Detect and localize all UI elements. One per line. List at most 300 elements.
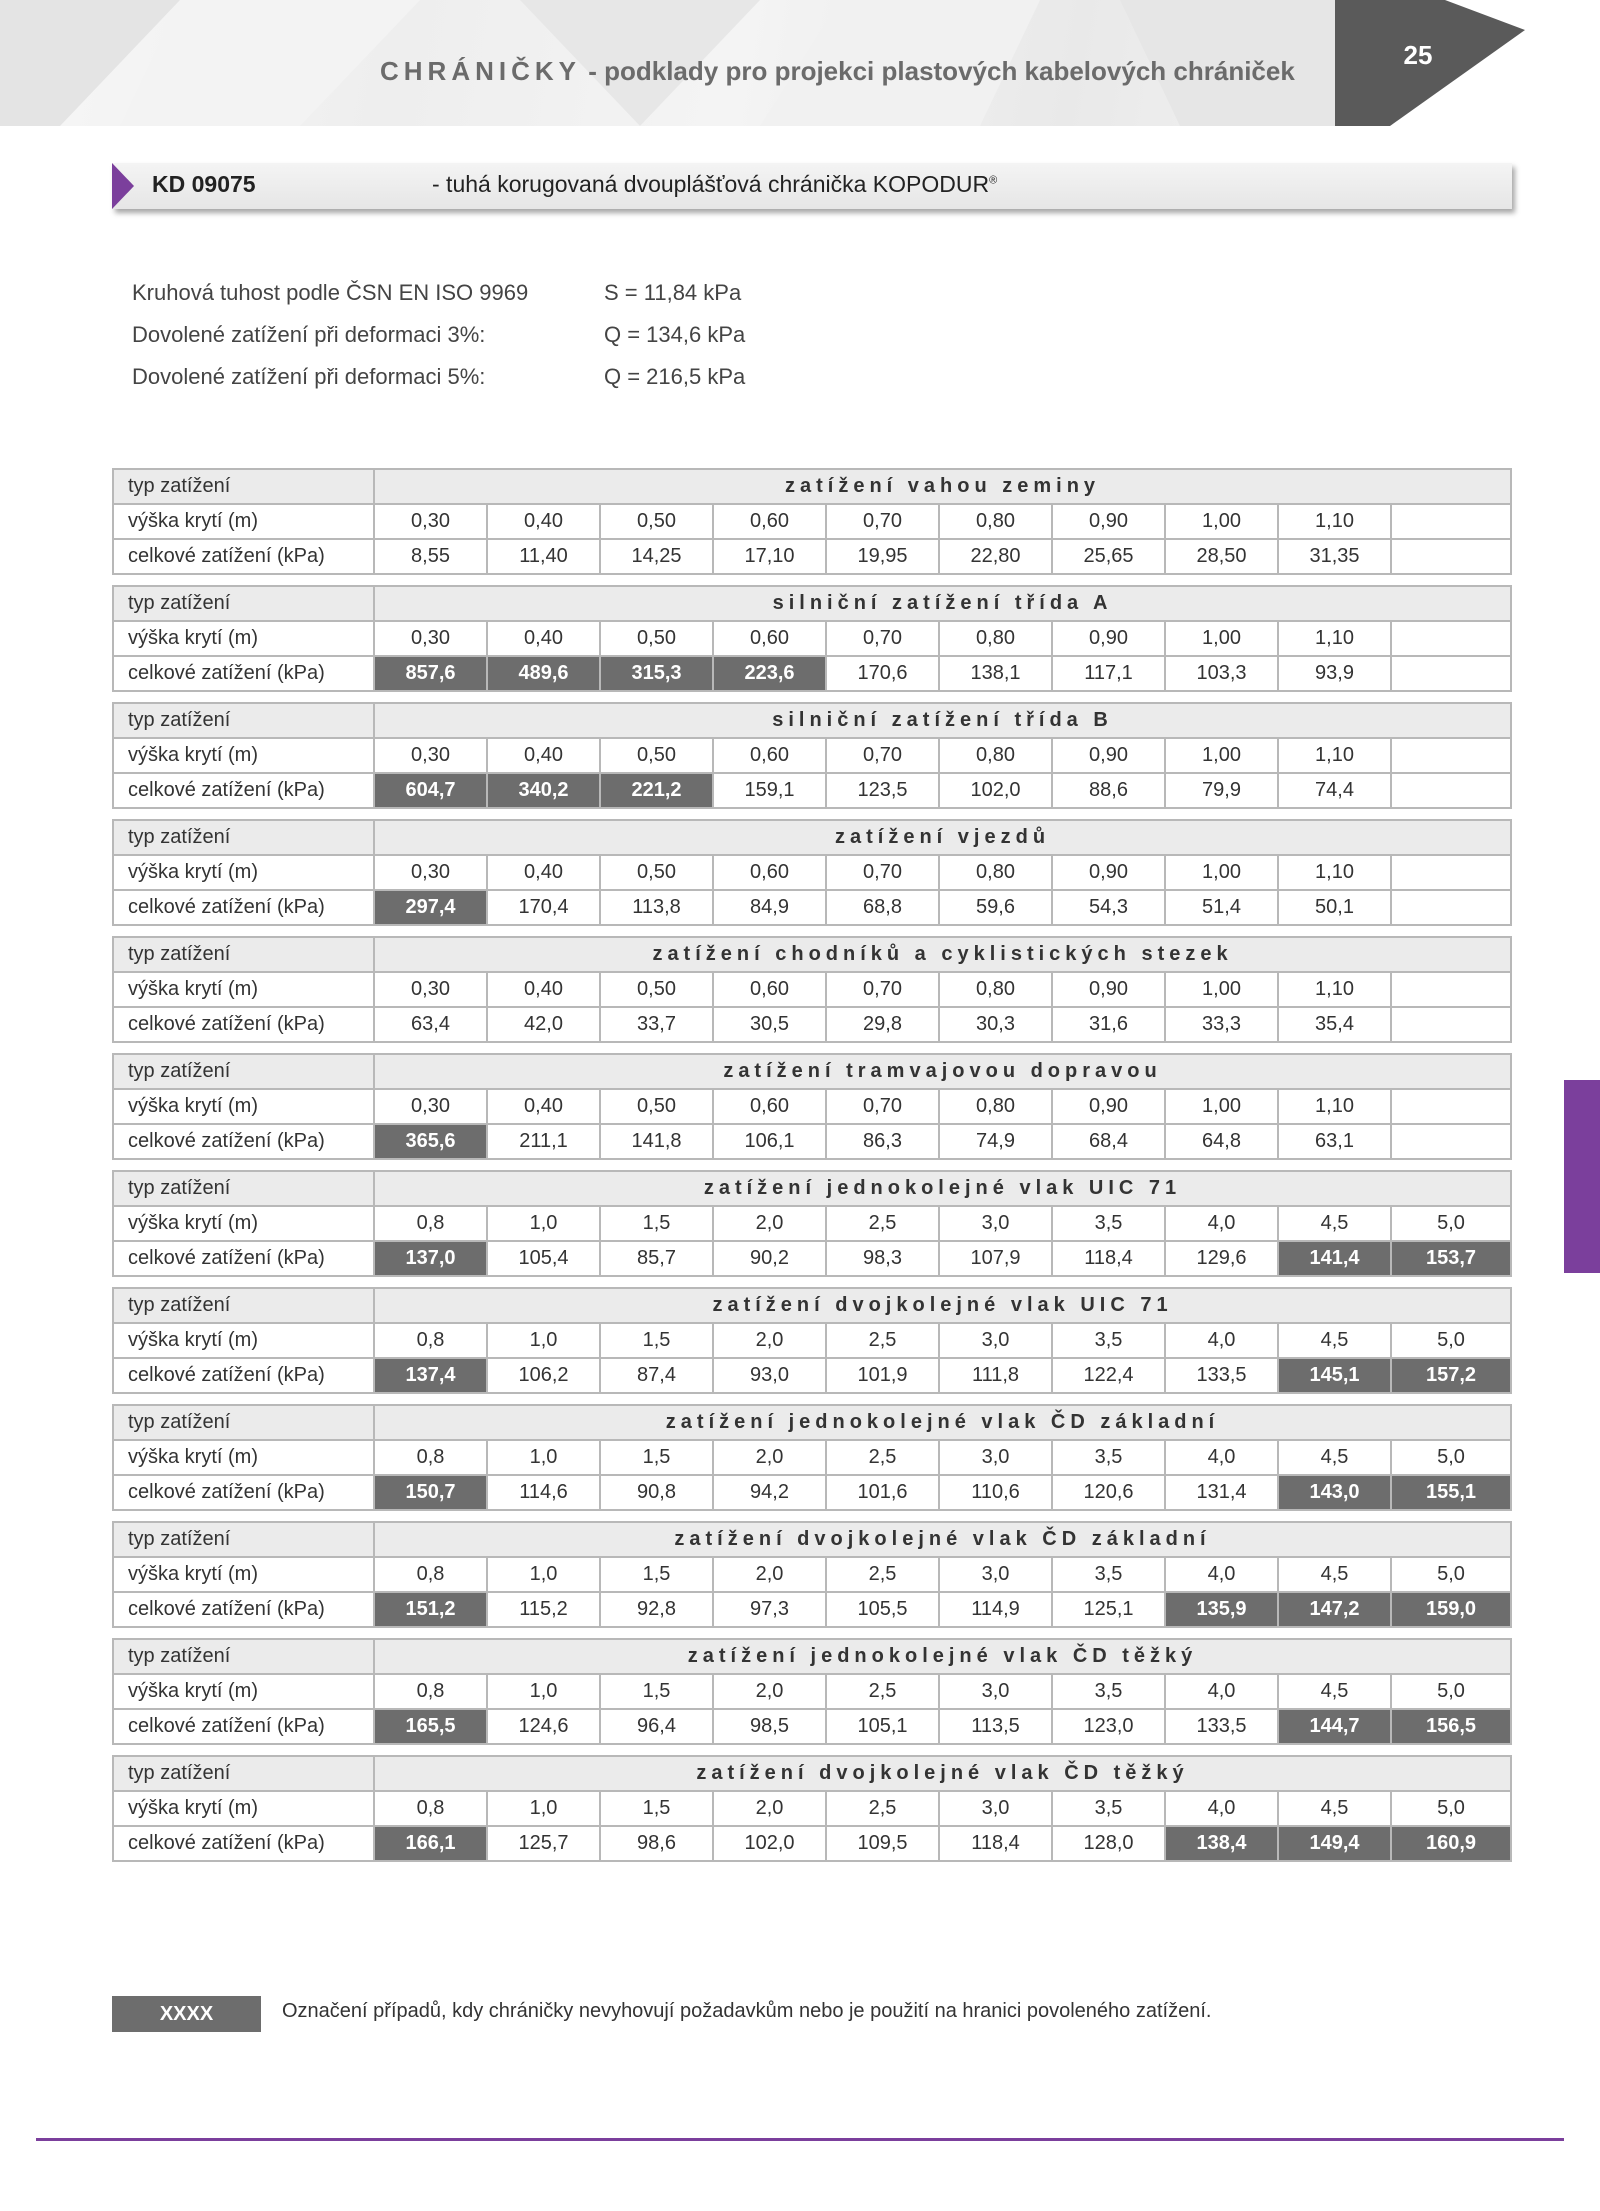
load-type-row (113, 1054, 1511, 1089)
depth-cell: 2,5 (826, 1206, 939, 1241)
row-label-type: typ zatížení (113, 1054, 374, 1089)
product-arrow-icon (112, 163, 134, 209)
section-separator (113, 1510, 1511, 1522)
row-label-total: celkové zatížení (kPa) (113, 1592, 374, 1627)
row-label-depth: výška krytí (m) (113, 972, 374, 1007)
load-type-row (113, 703, 1511, 738)
load-type-row (113, 586, 1511, 621)
depth-cell: 5,0 (1391, 1791, 1511, 1826)
product-code: KD 09075 (152, 171, 256, 197)
load-cell: 114,6 (487, 1475, 600, 1510)
load-cell: 118,4 (1052, 1241, 1165, 1276)
load-cell-highlighted: 604,7 (374, 773, 487, 808)
depth-cell: 1,10 (1278, 621, 1391, 656)
load-cell: 113,5 (939, 1709, 1052, 1744)
load-type-row (113, 1288, 1511, 1323)
load-cell: 125,1 (1052, 1592, 1165, 1627)
load-cell-highlighted: 489,6 (487, 656, 600, 691)
load-cell: 170,4 (487, 890, 600, 925)
depth-cell: 1,00 (1165, 1089, 1278, 1124)
load-cell: 74,4 (1278, 773, 1391, 808)
depth-cell: 0,70 (826, 855, 939, 890)
load-cell: 30,5 (713, 1007, 826, 1042)
product-description-text: - tuhá korugovaná dvouplášťová chránička KOPODUR (432, 171, 990, 197)
depth-cell: 5,0 (1391, 1323, 1511, 1358)
depth-cell (1391, 855, 1511, 890)
depth-cell: 3,0 (939, 1674, 1052, 1709)
load-cell: 106,1 (713, 1124, 826, 1159)
separator-cell (113, 691, 1511, 703)
row-label-depth: výška krytí (m) (113, 1089, 374, 1124)
depth-cell: 4,5 (1278, 1557, 1391, 1592)
depth-cell: 0,50 (600, 621, 713, 656)
depth-cell: 1,00 (1165, 504, 1278, 539)
depth-cell: 0,90 (1052, 855, 1165, 890)
load-cell-highlighted: 340,2 (487, 773, 600, 808)
load-cell: 19,95 (826, 539, 939, 574)
load-cell: 129,6 (1165, 1241, 1278, 1276)
depth-cell (1391, 621, 1511, 656)
row-label-type: typ zatížení (113, 1405, 374, 1440)
spec-value: Q = 216,5 kPa (604, 364, 746, 389)
depth-cell: 0,90 (1052, 738, 1165, 773)
row-label-depth: výška krytí (m) (113, 1557, 374, 1592)
load-cell (1391, 656, 1511, 691)
depth-cell: 0,30 (374, 1089, 487, 1124)
load-cell: 97,3 (713, 1592, 826, 1627)
depth-cell (1391, 972, 1511, 1007)
depth-cell: 1,0 (487, 1440, 600, 1475)
load-cell-highlighted: 137,4 (374, 1358, 487, 1393)
depth-cell: 1,00 (1165, 855, 1278, 890)
side-tab (1564, 1080, 1600, 1273)
load-cell: 111,8 (939, 1358, 1052, 1393)
separator-cell (113, 1744, 1511, 1756)
load-cell: 54,3 (1052, 890, 1165, 925)
load-cell: 86,3 (826, 1124, 939, 1159)
row-label-type: typ zatížení (113, 1756, 374, 1791)
depth-cell: 1,0 (487, 1791, 600, 1826)
row-label-type: typ zatížení (113, 1288, 374, 1323)
depth-cell: 0,90 (1052, 1089, 1165, 1124)
depth-cell: 2,5 (826, 1674, 939, 1709)
depth-cell: 0,80 (939, 855, 1052, 890)
depth-cell: 2,5 (826, 1791, 939, 1826)
load-cell: 98,6 (600, 1826, 713, 1861)
depth-row (113, 1557, 1511, 1592)
depth-row (113, 1440, 1511, 1475)
load-cell: 8,55 (374, 539, 487, 574)
depth-cell: 0,30 (374, 738, 487, 773)
depth-cell: 3,5 (1052, 1791, 1165, 1826)
load-type-row (113, 1756, 1511, 1791)
load-cell: 88,6 (1052, 773, 1165, 808)
product-description (432, 171, 997, 198)
load-cell: 87,4 (600, 1358, 713, 1393)
header-brand: CHRÁNIČKY (380, 56, 581, 86)
total-load-row (113, 1358, 1511, 1393)
depth-cell: 4,0 (1165, 1791, 1278, 1826)
load-cell: 68,8 (826, 890, 939, 925)
load-cell: 30,3 (939, 1007, 1052, 1042)
depth-cell: 0,50 (600, 855, 713, 890)
load-cell: 31,6 (1052, 1007, 1165, 1042)
load-type-title: zatížení jednokolejné vlak ČD základní (374, 1405, 1511, 1440)
spec-label: Kruhová tuhost podle ČSN EN ISO 9969 (132, 280, 529, 305)
total-load-row (113, 1124, 1511, 1159)
load-type-row (113, 1171, 1511, 1206)
load-cell: 105,5 (826, 1592, 939, 1627)
depth-cell: 0,8 (374, 1791, 487, 1826)
load-type-title: zatížení vjezdů (374, 820, 1511, 855)
depth-cell: 0,60 (713, 972, 826, 1007)
depth-cell: 1,5 (600, 1791, 713, 1826)
load-cell: 115,2 (487, 1592, 600, 1627)
load-cell: 105,1 (826, 1709, 939, 1744)
load-cell-highlighted: 365,6 (374, 1124, 487, 1159)
depth-cell: 0,30 (374, 972, 487, 1007)
depth-cell: 0,50 (600, 1089, 713, 1124)
load-cell: 128,0 (1052, 1826, 1165, 1861)
load-cell-highlighted: 221,2 (600, 773, 713, 808)
section-separator (113, 1159, 1511, 1171)
section-separator (113, 808, 1511, 820)
row-label-total: celkové zatížení (kPa) (113, 1007, 374, 1042)
load-cell-highlighted: 147,2 (1278, 1592, 1391, 1627)
depth-cell: 0,90 (1052, 621, 1165, 656)
load-cell: 51,4 (1165, 890, 1278, 925)
depth-cell: 4,0 (1165, 1323, 1278, 1358)
load-cell: 117,1 (1052, 656, 1165, 691)
load-cell: 107,9 (939, 1241, 1052, 1276)
load-cell: 114,9 (939, 1592, 1052, 1627)
row-label-type: typ zatížení (113, 586, 374, 621)
depth-cell: 1,5 (600, 1557, 713, 1592)
row-label-total: celkové zatížení (kPa) (113, 1124, 374, 1159)
depth-cell: 3,5 (1052, 1674, 1165, 1709)
load-cell: 101,9 (826, 1358, 939, 1393)
depth-cell: 0,8 (374, 1206, 487, 1241)
load-cell-highlighted: 138,4 (1165, 1826, 1278, 1861)
separator-cell (113, 1276, 1511, 1288)
load-cell-highlighted: 137,0 (374, 1241, 487, 1276)
depth-cell: 0,70 (826, 738, 939, 773)
section-separator (113, 1627, 1511, 1639)
load-type-row (113, 1639, 1511, 1674)
depth-cell: 5,0 (1391, 1440, 1511, 1475)
load-cell: 110,6 (939, 1475, 1052, 1510)
depth-cell: 1,5 (600, 1674, 713, 1709)
load-type-row (113, 820, 1511, 855)
header-title (380, 56, 1295, 87)
depth-cell: 2,5 (826, 1440, 939, 1475)
depth-cell: 0,40 (487, 621, 600, 656)
section-separator (113, 1393, 1511, 1405)
depth-row (113, 621, 1511, 656)
depth-cell: 0,60 (713, 504, 826, 539)
total-load-row (113, 1709, 1511, 1744)
total-load-row (113, 1592, 1511, 1627)
load-cell: 42,0 (487, 1007, 600, 1042)
load-cell-highlighted: 157,2 (1391, 1358, 1511, 1393)
load-type-title: zatížení jednokolejné vlak ČD těžký (374, 1639, 1511, 1674)
load-cell-highlighted: 165,5 (374, 1709, 487, 1744)
load-cell-highlighted: 315,3 (600, 656, 713, 691)
load-cell: 50,1 (1278, 890, 1391, 925)
separator-cell (113, 1393, 1511, 1405)
spec-label: Dovolené zatížení při deformaci 5%: (132, 364, 486, 389)
depth-row (113, 1791, 1511, 1826)
depth-cell: 0,50 (600, 738, 713, 773)
row-label-type: typ zatížení (113, 1639, 374, 1674)
row-label-depth: výška krytí (m) (113, 855, 374, 890)
load-type-title: zatížení chodníků a cyklistických stezek (374, 937, 1511, 972)
legend-text: Označení případů, kdy chráničky nevyhovují požadavkům nebo je použití na hranici povoleného zatížení. (282, 2000, 1212, 2022)
row-label-type: typ zatížení (113, 469, 374, 504)
load-cell: 120,6 (1052, 1475, 1165, 1510)
load-cell-highlighted: 149,4 (1278, 1826, 1391, 1861)
depth-cell: 0,40 (487, 504, 600, 539)
depth-cell: 1,00 (1165, 621, 1278, 656)
row-label-total: celkové zatížení (kPa) (113, 1709, 374, 1744)
row-label-total: celkové zatížení (kPa) (113, 1358, 374, 1393)
load-cell-highlighted: 160,9 (1391, 1826, 1511, 1861)
load-cell: 96,4 (600, 1709, 713, 1744)
depth-cell: 0,50 (600, 972, 713, 1007)
row-label-total: celkové zatížení (kPa) (113, 890, 374, 925)
depth-cell: 0,8 (374, 1674, 487, 1709)
depth-cell: 0,50 (600, 504, 713, 539)
depth-cell: 4,5 (1278, 1674, 1391, 1709)
load-cell: 123,5 (826, 773, 939, 808)
depth-cell: 2,0 (713, 1440, 826, 1475)
load-cell: 14,25 (600, 539, 713, 574)
row-label-depth: výška krytí (m) (113, 1206, 374, 1241)
load-cell: 90,8 (600, 1475, 713, 1510)
depth-row (113, 1089, 1511, 1124)
load-cell-highlighted: 144,7 (1278, 1709, 1391, 1744)
total-load-row (113, 890, 1511, 925)
load-cell (1391, 1007, 1511, 1042)
load-cell: 123,0 (1052, 1709, 1165, 1744)
depth-cell: 3,0 (939, 1323, 1052, 1358)
depth-cell: 3,5 (1052, 1440, 1165, 1475)
legend-box: XXXX (112, 1996, 261, 2032)
depth-cell: 2,0 (713, 1206, 826, 1241)
depth-cell: 4,5 (1278, 1323, 1391, 1358)
depth-cell: 1,10 (1278, 1089, 1391, 1124)
depth-cell: 2,0 (713, 1791, 826, 1826)
load-cell: 59,6 (939, 890, 1052, 925)
load-cell: 33,3 (1165, 1007, 1278, 1042)
depth-cell: 0,80 (939, 738, 1052, 773)
row-label-depth: výška krytí (m) (113, 1440, 374, 1475)
load-cell-highlighted: 153,7 (1391, 1241, 1511, 1276)
depth-cell: 0,70 (826, 504, 939, 539)
load-cell: 85,7 (600, 1241, 713, 1276)
depth-cell: 1,0 (487, 1323, 600, 1358)
depth-cell: 0,30 (374, 855, 487, 890)
depth-cell: 4,0 (1165, 1440, 1278, 1475)
load-cell-highlighted: 150,7 (374, 1475, 487, 1510)
load-table-body (113, 469, 1511, 1861)
load-cell: 125,7 (487, 1826, 600, 1861)
depth-cell: 1,0 (487, 1674, 600, 1709)
row-label-total: celkové zatížení (kPa) (113, 656, 374, 691)
depth-cell (1391, 738, 1511, 773)
footer-line (36, 2138, 1564, 2141)
row-label-type: typ zatížení (113, 1522, 374, 1557)
header-subtitle: - podklady pro projekci plastových kabelových chrániček (581, 56, 1295, 86)
total-load-row (113, 539, 1511, 574)
load-cell-highlighted: 145,1 (1278, 1358, 1391, 1393)
depth-cell: 3,0 (939, 1206, 1052, 1241)
total-load-row (113, 1241, 1511, 1276)
depth-cell: 1,5 (600, 1440, 713, 1475)
load-cell (1391, 539, 1511, 574)
load-cell-highlighted: 143,0 (1278, 1475, 1391, 1510)
depth-cell: 3,5 (1052, 1323, 1165, 1358)
depth-cell: 1,00 (1165, 738, 1278, 773)
row-label-depth: výška krytí (m) (113, 1791, 374, 1826)
load-cell-highlighted: 166,1 (374, 1826, 487, 1861)
load-type-title: zatížení jednokolejné vlak UIC 71 (374, 1171, 1511, 1206)
row-label-type: typ zatížení (113, 820, 374, 855)
load-cell: 63,1 (1278, 1124, 1391, 1159)
load-cell: 138,1 (939, 656, 1052, 691)
load-cell: 122,4 (1052, 1358, 1165, 1393)
depth-cell: 3,5 (1052, 1206, 1165, 1241)
load-cell: 84,9 (713, 890, 826, 925)
depth-cell: 3,5 (1052, 1557, 1165, 1592)
row-label-type: typ zatížení (113, 937, 374, 972)
depth-cell: 1,10 (1278, 738, 1391, 773)
depth-row (113, 1674, 1511, 1709)
depth-cell: 0,80 (939, 621, 1052, 656)
load-cell: 93,0 (713, 1358, 826, 1393)
load-type-title: zatížení tramvajovou dopravou (374, 1054, 1511, 1089)
depth-cell: 0,80 (939, 1089, 1052, 1124)
load-cell-highlighted: 135,9 (1165, 1592, 1278, 1627)
separator-cell (113, 925, 1511, 937)
load-cell-highlighted: 156,5 (1391, 1709, 1511, 1744)
load-type-row (113, 1405, 1511, 1440)
total-load-row (113, 1475, 1511, 1510)
depth-cell: 0,80 (939, 504, 1052, 539)
depth-cell: 2,5 (826, 1323, 939, 1358)
load-cell: 68,4 (1052, 1124, 1165, 1159)
load-cell-highlighted: 297,4 (374, 890, 487, 925)
row-label-total: celkové zatížení (kPa) (113, 1241, 374, 1276)
depth-cell: 0,40 (487, 855, 600, 890)
depth-cell: 2,0 (713, 1557, 826, 1592)
row-label-total: celkové zatížení (kPa) (113, 1826, 374, 1861)
load-cell: 22,80 (939, 539, 1052, 574)
load-type-title: silniční zatížení třída B (374, 703, 1511, 738)
load-cell: 25,65 (1052, 539, 1165, 574)
depth-cell: 0,40 (487, 738, 600, 773)
depth-cell: 1,10 (1278, 504, 1391, 539)
load-cell: 118,4 (939, 1826, 1052, 1861)
depth-cell: 4,0 (1165, 1557, 1278, 1592)
load-cell: 94,2 (713, 1475, 826, 1510)
separator-cell (113, 1159, 1511, 1171)
load-cell (1391, 1124, 1511, 1159)
depth-cell: 2,5 (826, 1557, 939, 1592)
separator-cell (113, 574, 1511, 586)
load-cell-highlighted: 155,1 (1391, 1475, 1511, 1510)
depth-cell: 0,90 (1052, 504, 1165, 539)
depth-cell (1391, 1089, 1511, 1124)
load-cell: 105,4 (487, 1241, 600, 1276)
load-cell: 17,10 (713, 539, 826, 574)
depth-cell: 4,5 (1278, 1206, 1391, 1241)
load-type-title: zatížení dvojkolejné vlak ČD těžký (374, 1756, 1511, 1791)
load-cell: 98,5 (713, 1709, 826, 1744)
depth-cell: 0,70 (826, 972, 939, 1007)
depth-cell: 1,10 (1278, 855, 1391, 890)
load-cell-highlighted: 857,6 (374, 656, 487, 691)
section-separator (113, 1276, 1511, 1288)
load-cell: 92,8 (600, 1592, 713, 1627)
row-label-depth: výška krytí (m) (113, 504, 374, 539)
depth-cell: 2,0 (713, 1674, 826, 1709)
depth-cell: 0,30 (374, 504, 487, 539)
depth-cell: 4,0 (1165, 1674, 1278, 1709)
load-table (112, 468, 1512, 1862)
total-load-row (113, 1826, 1511, 1861)
load-type-title: silniční zatížení třída A (374, 586, 1511, 621)
depth-cell: 1,0 (487, 1206, 600, 1241)
brand-logo-icon (1474, 68, 1524, 118)
load-cell: 170,6 (826, 656, 939, 691)
separator-cell (113, 1042, 1511, 1054)
depth-cell (1391, 504, 1511, 539)
load-cell: 79,9 (1165, 773, 1278, 808)
load-cell: 106,2 (487, 1358, 600, 1393)
row-label-type: typ zatížení (113, 703, 374, 738)
depth-row (113, 855, 1511, 890)
separator-cell (113, 1627, 1511, 1639)
depth-cell: 0,60 (713, 738, 826, 773)
load-cell: 90,2 (713, 1241, 826, 1276)
load-cell: 159,1 (713, 773, 826, 808)
depth-cell: 0,8 (374, 1323, 487, 1358)
spec-value: S = 11,84 kPa (604, 280, 742, 305)
page-number: 25 (1403, 40, 1433, 70)
section-separator (113, 1744, 1511, 1756)
total-load-row (113, 773, 1511, 808)
depth-cell: 5,0 (1391, 1674, 1511, 1709)
depth-cell: 4,5 (1278, 1791, 1391, 1826)
load-cell: 31,35 (1278, 539, 1391, 574)
section-separator (113, 574, 1511, 586)
load-cell: 131,4 (1165, 1475, 1278, 1510)
depth-cell: 0,30 (374, 621, 487, 656)
depth-cell: 0,40 (487, 972, 600, 1007)
load-type-row (113, 937, 1511, 972)
load-cell: 33,7 (600, 1007, 713, 1042)
depth-cell: 1,5 (600, 1323, 713, 1358)
depth-cell: 2,0 (713, 1323, 826, 1358)
load-cell (1391, 890, 1511, 925)
load-cell-highlighted: 223,6 (713, 656, 826, 691)
load-cell: 29,8 (826, 1007, 939, 1042)
load-cell: 133,5 (1165, 1709, 1278, 1744)
depth-cell: 0,60 (713, 621, 826, 656)
depth-cell: 5,0 (1391, 1557, 1511, 1592)
load-cell (1391, 773, 1511, 808)
